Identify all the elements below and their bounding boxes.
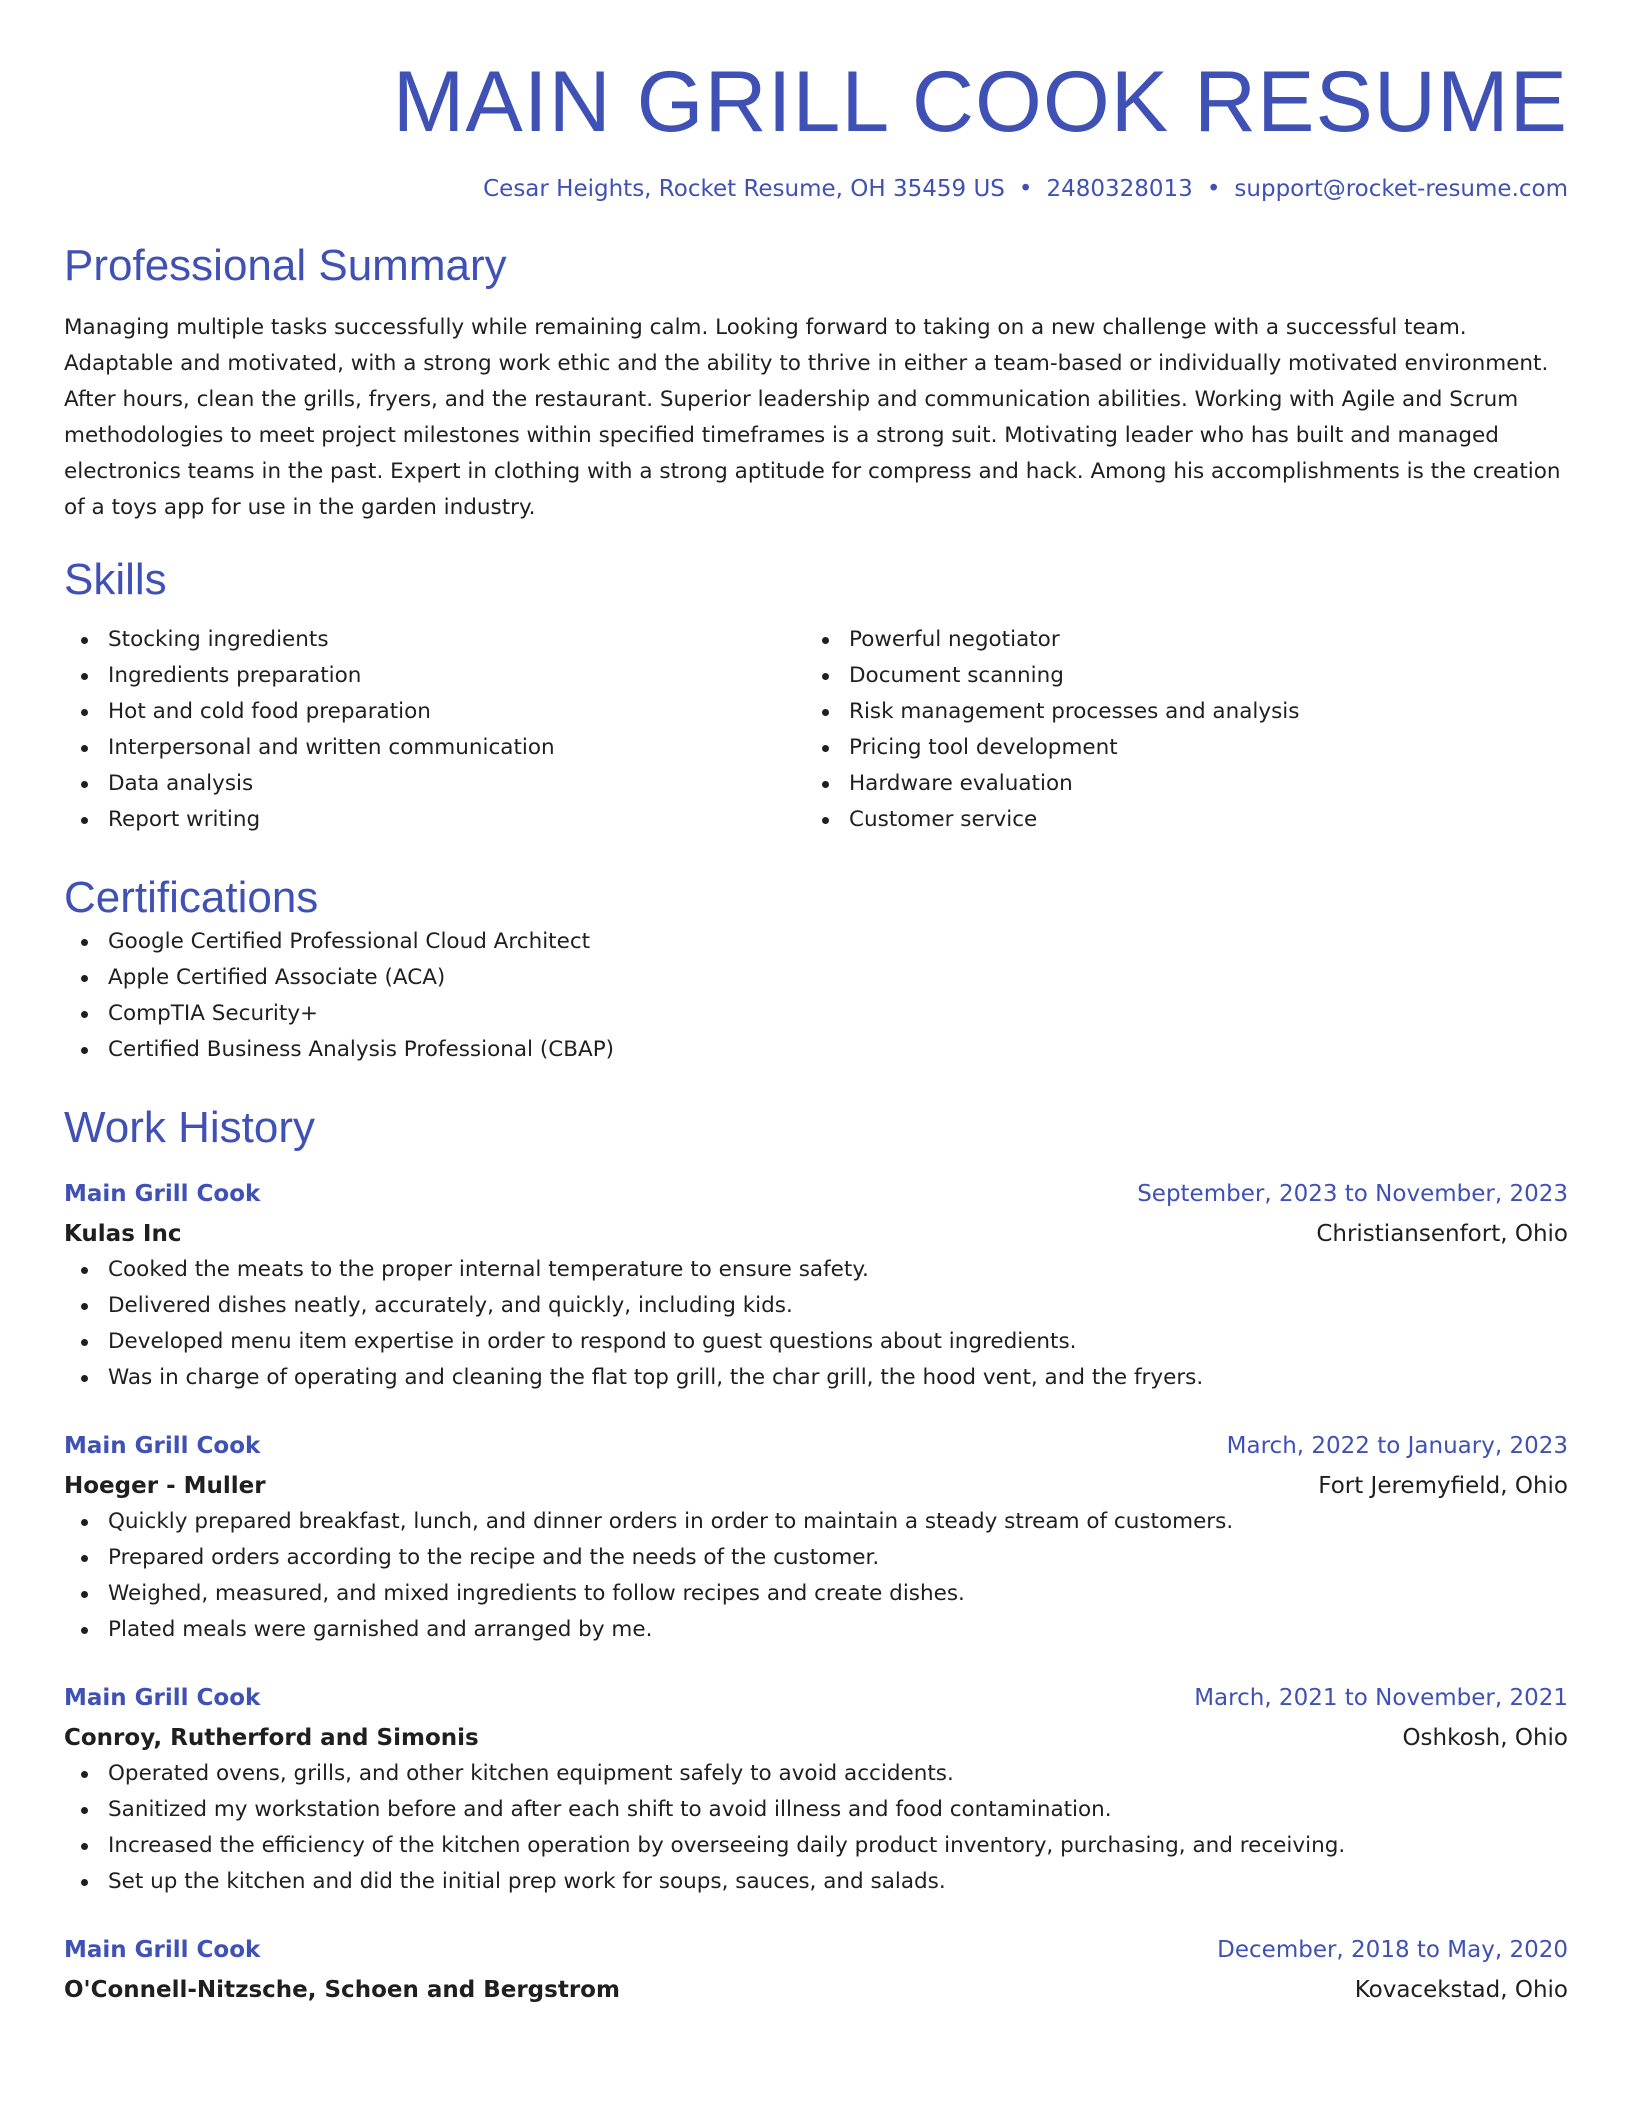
job-bullet: Was in charge of operating and cleaning the flat top grill, the char grill, the hood vent, and the fryers. <box>64 1360 1568 1396</box>
skill-item: Stocking ingredients <box>64 622 805 658</box>
job-role: Main Grill Cook <box>64 1181 261 1207</box>
job-bullet: Cooked the meats to the proper internal temperature to ensure safety. <box>64 1252 1568 1288</box>
job-role: Main Grill Cook <box>64 1685 261 1711</box>
skill-item: Risk management processes and analysis <box>805 694 1546 730</box>
job-company-row <box>64 1968 1568 2008</box>
job-company: Conroy, Rutherford and Simonis <box>64 1725 479 1751</box>
job-company-row <box>64 1716 1568 1756</box>
skills-heading: Skills <box>64 555 167 604</box>
contact-address: Cesar Heights, Rocket Resume, OH 35459 US <box>483 176 1005 202</box>
job-bullets <box>64 1756 1568 1900</box>
job-location: Fort Jeremyfield, Ohio <box>1318 1473 1568 1499</box>
job-dates: March, 2022 to January, 2023 <box>1226 1433 1568 1459</box>
job-header-row <box>64 1932 1568 1968</box>
job-role: Main Grill Cook <box>64 1937 261 1963</box>
skill-item: Pricing tool development <box>805 730 1546 766</box>
skill-item: Report writing <box>64 802 805 838</box>
skill-item: Powerful negotiator <box>805 622 1546 658</box>
skills-list-right <box>805 622 1546 838</box>
job-dates: March, 2021 to November, 2021 <box>1194 1685 1568 1711</box>
certification-item: Apple Certified Associate (ACA) <box>64 960 1568 996</box>
job-dates: December, 2018 to May, 2020 <box>1217 1937 1568 1963</box>
job-header-row <box>64 1176 1568 1212</box>
certification-item: Certified Business Analysis Professional (CBAP) <box>64 1032 1568 1068</box>
contact-separator: • <box>1018 176 1033 202</box>
job-bullet: Developed menu item expertise in order to respond to guest questions about ingredients. <box>64 1324 1568 1360</box>
job-header-row <box>64 1428 1568 1464</box>
job-bullet: Weighed, measured, and mixed ingredients to follow recipes and create dishes. <box>64 1576 1568 1612</box>
certification-item: CompTIA Security+ <box>64 996 1568 1032</box>
job-location: Oshkosh, Ohio <box>1402 1725 1568 1751</box>
job-company: Hoeger - Muller <box>64 1473 266 1499</box>
job-company-row <box>64 1212 1568 1252</box>
skill-item: Hardware evaluation <box>805 766 1546 802</box>
contact-line <box>64 174 1568 204</box>
job-entry <box>64 1428 1568 1648</box>
job-dates: September, 2023 to November, 2023 <box>1137 1181 1568 1207</box>
contact-separator: • <box>1206 176 1221 202</box>
skills-list-left <box>64 622 805 838</box>
job-bullet: Quickly prepared breakfast, lunch, and dinner orders in order to maintain a steady stream of customers. <box>64 1504 1568 1540</box>
skills-column-left <box>64 622 805 838</box>
job-bullet: Increased the efficiency of the kitchen operation by overseeing daily product inventory, purchasing, and receiving. <box>64 1828 1568 1864</box>
contact-email: support@rocket-resume.com <box>1234 176 1568 202</box>
skills-column-right <box>805 622 1546 838</box>
job-bullet: Prepared orders according to the recipe and the needs of the customer. <box>64 1540 1568 1576</box>
job-entry <box>64 1932 1568 2008</box>
job-bullet: Set up the kitchen and did the initial prep work for soups, sauces, and salads. <box>64 1864 1568 1900</box>
job-bullets <box>64 1504 1568 1648</box>
work-history-heading: Work History <box>64 1103 315 1152</box>
job-company: O'Connell-Nitzsche, Schoen and Bergstrom <box>64 1977 620 2003</box>
job-bullet: Delivered dishes neatly, accurately, and quickly, including kids. <box>64 1288 1568 1324</box>
job-location: Christiansenfort, Ohio <box>1316 1221 1568 1247</box>
certifications-list <box>64 924 1568 1068</box>
skill-item: Interpersonal and written communication <box>64 730 805 766</box>
certifications-heading: Certifications <box>64 873 319 922</box>
summary-heading: Professional Summary <box>64 241 507 290</box>
job-bullet: Operated ovens, grills, and other kitchen equipment safely to avoid accidents. <box>64 1756 1568 1792</box>
skills-grid <box>64 622 1568 838</box>
job-location: Kovacekstad, Ohio <box>1354 1977 1568 2003</box>
resume-title: MAIN GRILL COOK RESUME <box>392 54 1568 150</box>
job-role: Main Grill Cook <box>64 1433 261 1459</box>
job-company-row <box>64 1464 1568 1504</box>
job-entry <box>64 1176 1568 1396</box>
job-bullets <box>64 1252 1568 1396</box>
skill-item: Hot and cold food preparation <box>64 694 805 730</box>
skill-item: Data analysis <box>64 766 805 802</box>
skill-item: Document scanning <box>805 658 1546 694</box>
skill-item: Customer service <box>805 802 1546 838</box>
job-entry <box>64 1680 1568 1900</box>
contact-phone: 2480328013 <box>1046 176 1193 202</box>
job-bullet: Plated meals were garnished and arranged by me. <box>64 1612 1568 1648</box>
summary-text: Managing multiple tasks successfully while remaining calm. Looking forward to taking on a new challenge with a successful team. Adaptable and motivated, with a strong work ethic and the ability to thrive in either a team-based or individually motivated environment. After hours, clean the grills, fryers, and the restaurant. Superior leadership and communication abilities. Working with Agile and Scrum methodologies to meet project milestones within specified timeframes is a strong suit. Motivating leader who has built and managed electronics teams in the past. Expert in clothing with a strong aptitude for compress and hack. Among his accomplishments is the creation of a toys app for use in the garden industry. <box>64 315 1561 520</box>
job-header-row <box>64 1680 1568 1716</box>
certification-item: Google Certified Professional Cloud Architect <box>64 924 1568 960</box>
work-history-list <box>64 1176 1568 2008</box>
job-bullet: Sanitized my workstation before and after each shift to avoid illness and food contamination. <box>64 1792 1568 1828</box>
skill-item: Ingredients preparation <box>64 658 805 694</box>
job-company: Kulas Inc <box>64 1221 182 1247</box>
